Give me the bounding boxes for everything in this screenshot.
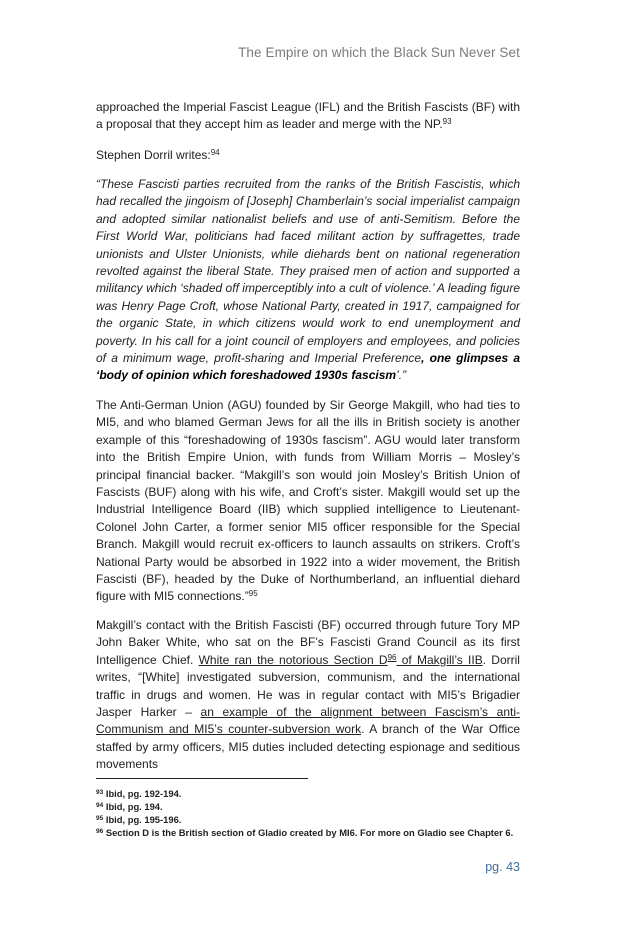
footnote: $^{94}$ Ibid, pg. 194. xyxy=(96,801,163,812)
body-paragraph-2 xyxy=(96,147,520,164)
underlined-text: an example of the alignment between Fascism’s anti-Communism and MI5’s counter-subversion work xyxy=(96,705,520,737)
paragraph-text: The Anti-German Union (AGU) founded by Sir George Makgill, who had ties to MI5, and who blamed German Jews for all the ills in British society is another example of this “foreshadowing of 1930s fascism”. AGU would later transform into the British Empire Union, with funds from William Morris – Mosley’s principal financial backer. “Makgill’s son would join Mosley’s British Union of Fascists (BUF) along with his wife, and Croft’s sister. Makgill would set up the Industrial Intelligence Board (IIB) which supplied intelligence to Lieutenant-Colonel John Carter, a former senior MI5 officer responsible for the Special Branch. Makgill would recruit ex-officers to launch assaults on strikers. Croft’s National Party would be absorbed in 1922 into a wider movement, the British Fascisti (BF), headed by the Duke of Northumberland, an influential diehard figure with MI5 connections.” xyxy=(96,398,520,604)
footnote: $^{96}$ Section D is the British section of Gladio created by MI6. For more on Gladio see Chapter 6. xyxy=(96,827,514,838)
footnote-ref[interactable]: 96 xyxy=(387,652,397,662)
underlined-text: White ran the notorious Section D xyxy=(198,652,388,667)
footnote-divider xyxy=(96,778,308,779)
paragraph-text: Stephen Dorril writes: xyxy=(96,148,211,162)
paragraph-text: approached the Imperial Fascist League (IFL) and the British Fascists (BF) with a proposal that they accept him as leader and merge with the NP. xyxy=(96,100,520,132)
quote-text: “These Fascisti parties recruited from the ranks of the British Fascistis, which had recalled the jingoism of [Joseph] Chamberlain’s social imperialist campaign and adopted similar nationalist beliefs and use of anti-Semitism. Before the First World War, politicians had faced militant action by suffragettes, trade unionists and Ulster Unionists, while diehards bent on national regeneration revolted against the liberal State. They praised men of action and supported a militancy which ‘shaded off imperceptibly into a cult of violence.’ A leading figure was Henry Page Croft, whose National Party, created in 1917, campaigned for the organic State, in which citizens would work to end unemployment and poverty. In his call for a joint council of employers and employees, and policies of a minimum wage, profit-sharing and Imperial Preference xyxy=(96,177,520,366)
paragraph-text: . A branch of the War Office staffed by army officers, MI5 duties included detecting espionage and seditious movements xyxy=(96,722,520,772)
body-paragraph-4 xyxy=(96,617,520,774)
body-paragraph-1 xyxy=(96,99,520,134)
footnote-ref[interactable]: 95 xyxy=(248,589,258,599)
quote-end: ’.” xyxy=(396,368,407,383)
paragraph-text: . Dorril writes, “[White] investigated subversion, communism, and the international traffic in drugs and women. He was in regular contact with MI5’s Brigadier Jasper Harker – xyxy=(96,652,520,720)
underlined-text: of Makgill’s IIB xyxy=(396,652,483,667)
block-quote xyxy=(96,176,520,385)
footnote-ref[interactable]: 94 xyxy=(210,148,220,157)
footnote: $^{93}$ Ibid, pg. 192-194. xyxy=(96,788,182,799)
footnote-ref[interactable]: 93 xyxy=(442,117,452,127)
footnote: $^{95}$ Ibid, pg. 195-196. xyxy=(96,814,182,825)
page-number: pg. 43 xyxy=(485,860,520,874)
paragraph-text: Makgill’s contact with the British Fascisti (BF) occurred through future Tory MP John Baker White, who sat on the BF’s Fascisti Grand Council as its first Intelligence Chief. xyxy=(96,618,520,667)
quote-emphasis: , one glimpses a ‘body of opinion which foreshadowed 1930s fascism xyxy=(96,351,521,383)
running-header: The Empire on which the Black Sun Never Set xyxy=(238,45,520,60)
body-paragraph-3 xyxy=(96,397,520,606)
